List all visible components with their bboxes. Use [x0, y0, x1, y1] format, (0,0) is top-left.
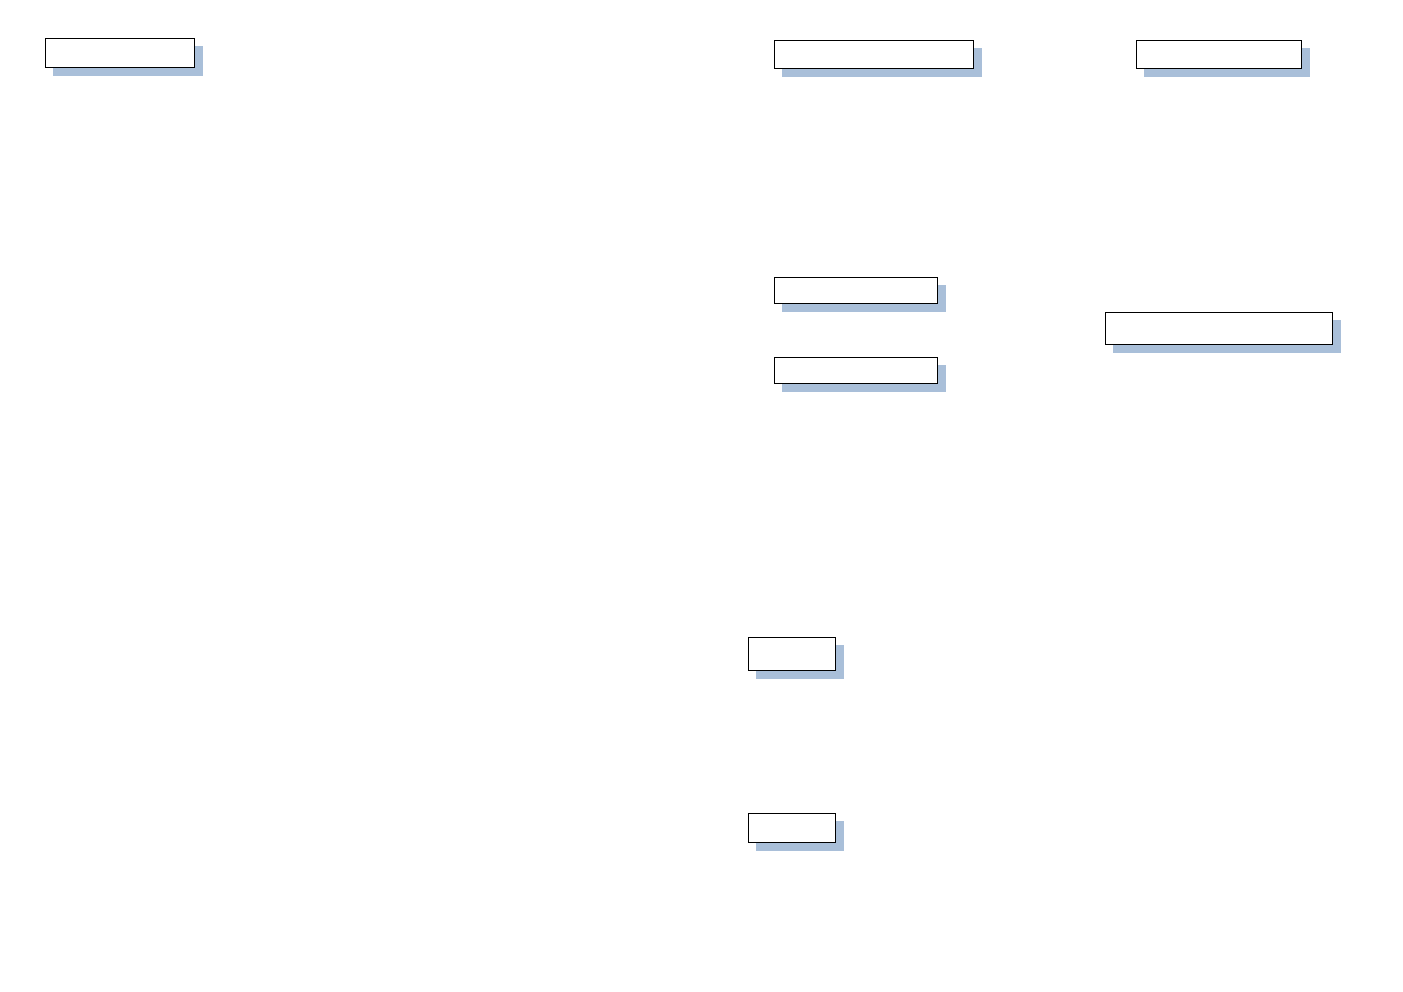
dawn-prayer-title [774, 277, 938, 304]
church-intro-title [748, 637, 836, 671]
morning-service-title [45, 38, 195, 68]
afternoon-service-title [774, 40, 974, 69]
training-title [1105, 312, 1333, 345]
schedule-title [748, 813, 836, 843]
mission-title [774, 357, 938, 384]
wednesday-service-title [1136, 40, 1302, 69]
